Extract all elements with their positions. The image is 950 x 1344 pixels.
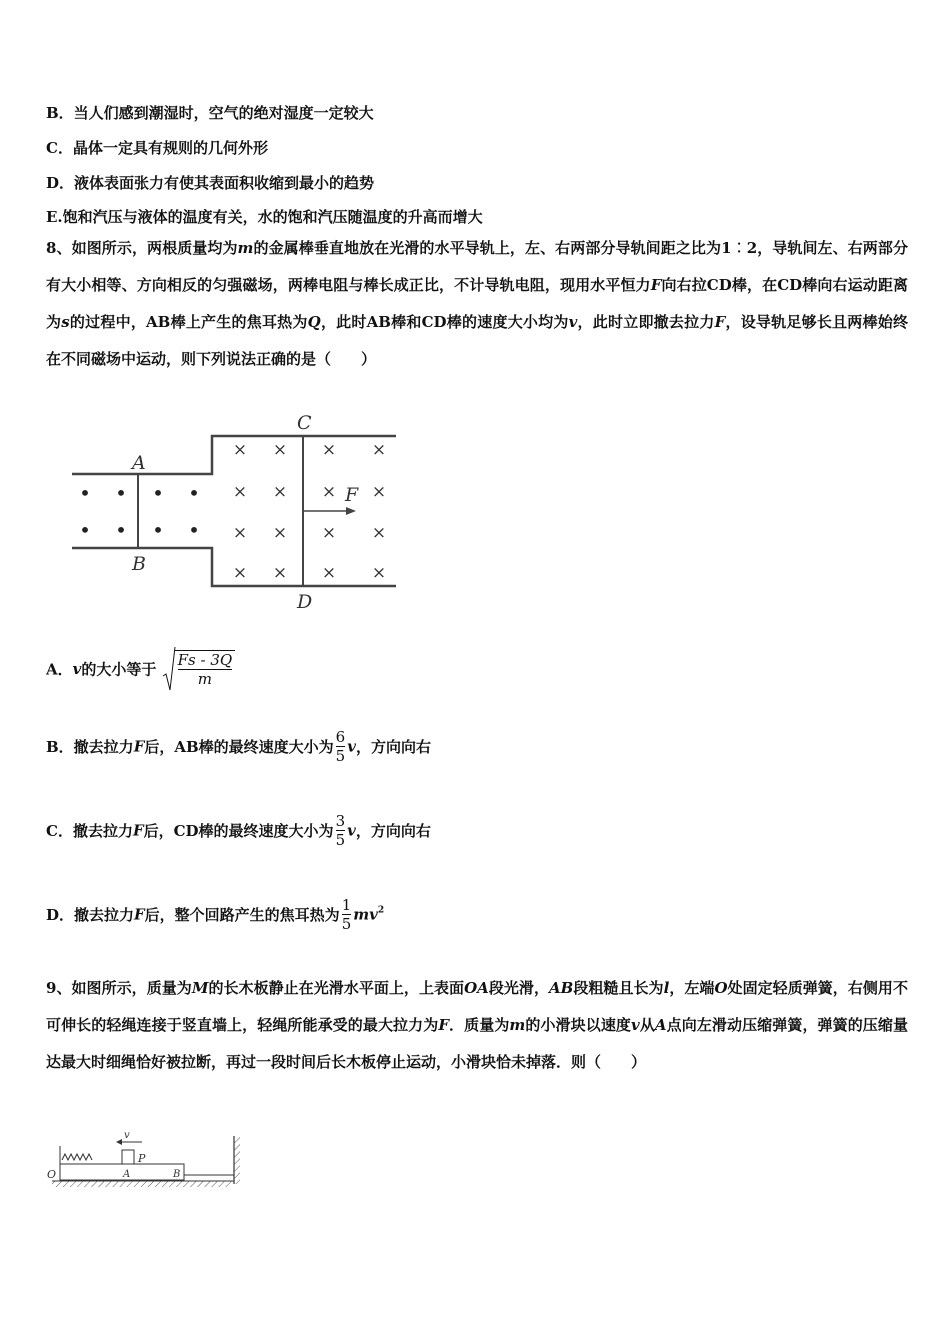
dot: • bbox=[152, 518, 164, 542]
dot: • bbox=[79, 518, 91, 542]
radical-sign-icon bbox=[162, 646, 176, 692]
cross: × bbox=[321, 523, 337, 543]
force-arrowhead bbox=[346, 507, 356, 515]
velocity-arrowhead bbox=[116, 1139, 122, 1145]
cross: × bbox=[232, 482, 248, 502]
label-o: O bbox=[47, 1168, 57, 1181]
label-f: F bbox=[345, 484, 359, 506]
dot: • bbox=[188, 481, 200, 505]
sqrt-expression: $\frac{Fs - 3Q}{m}$ bbox=[162, 646, 238, 692]
cross: × bbox=[371, 482, 387, 502]
cross: × bbox=[272, 563, 288, 583]
label-c: C bbox=[297, 412, 312, 434]
dot: • bbox=[115, 481, 127, 505]
cross: × bbox=[321, 482, 337, 502]
q8-option-a: A．v的大小等于 $\frac{Fs - 3Q}{m}$ bbox=[46, 646, 237, 692]
cross: × bbox=[232, 523, 248, 543]
cross: × bbox=[371, 563, 387, 583]
q8-option-b: B．撤去拉力F后，AB棒的最终速度大小为 $\frac{6}{5}$ v，方向向右 bbox=[46, 728, 431, 765]
q8-rail-figure bbox=[66, 408, 406, 618]
dot: • bbox=[152, 481, 164, 505]
cross: × bbox=[232, 563, 248, 583]
label-v: v bbox=[124, 1130, 130, 1141]
dot: • bbox=[188, 518, 200, 542]
cross: × bbox=[321, 563, 337, 583]
q7-option-c: C．晶体一定具有规则的几何外形 bbox=[46, 139, 268, 157]
cross: × bbox=[272, 523, 288, 543]
cross: × bbox=[272, 440, 288, 460]
cross: × bbox=[272, 482, 288, 502]
dot: • bbox=[115, 518, 127, 542]
cross: × bbox=[371, 523, 387, 543]
q7-option-d: D．液体表面张力有使其表面积收缩到最小的趋势 bbox=[46, 174, 375, 192]
label-d: D bbox=[297, 591, 313, 613]
q9-stem: 9、如图所示，质量为M的长木板静止在光滑水平面上，上表面OA段光滑，AB段粗糙且长为l，左端O处固定轻质弹簧，右侧用不可伸长的轻绳连接于竖直墙上，轻绳所能承受的最大拉力为F．质量为m的小滑块以速度v从A点向左滑动压缩弹簧，弹簧的压缩量达最大时细绳恰好被拉断，再过一段时间后长木板停止运动，小滑块恰未掉落．则（ ） bbox=[46, 979, 908, 1071]
q7-option-e: E.饱和汽压与液体的温度有关，水的饱和汽压随温度的升高而增大 bbox=[46, 208, 483, 226]
fraction: $\frac{1}{5}$ bbox=[341, 896, 352, 933]
q8-option-d: D．撤去拉力F后，整个回路产生的焦耳热为 $\frac{1}{5}$ $mv^2$ bbox=[46, 896, 385, 933]
q7-option-b: B．当人们感到潮湿时，空气的绝对湿度一定较大 bbox=[46, 104, 374, 122]
block-p bbox=[122, 1150, 134, 1164]
label-a: A bbox=[132, 452, 146, 474]
fraction: $\frac{6}{5}$ bbox=[335, 728, 346, 765]
q8-option-c: C．撤去拉力F后，CD棒的最终速度大小为 $\frac{3}{5}$ v，方向向右 bbox=[46, 812, 431, 849]
wall-hatch bbox=[234, 1136, 240, 1184]
label-b: B bbox=[132, 553, 146, 575]
fraction: $\frac{3}{5}$ bbox=[335, 812, 346, 849]
cross: × bbox=[371, 440, 387, 460]
q8-stem: 8、如图所示，两根质量均为m的金属棒垂直地放在光滑的水平导轨上，左、右两部分导轨间距之比为1︰2，导轨间左、右两部分有大小相等、方向相反的匀强磁场，两棒电阻与棒长成正比，不计导轨电阻，现用水平恒力F向右拉CD棒，在CD棒向右运动距离为s的过程中，AB棒上产生的焦耳热为Q，此时AB棒和CD棒的速度大小均为v，此时立即撤去拉力F，设导轨足够长且两棒始终在不同磁场中运动，则下列说法正确的是（ ） bbox=[46, 239, 908, 368]
field-dots bbox=[79, 481, 200, 542]
cross: × bbox=[321, 440, 337, 460]
ground-hatch bbox=[52, 1181, 232, 1187]
board bbox=[60, 1164, 184, 1180]
label-b: B bbox=[173, 1169, 181, 1180]
label-p: P bbox=[138, 1152, 146, 1165]
spring-icon bbox=[62, 1154, 92, 1160]
label-a: A bbox=[123, 1169, 131, 1180]
q9-board-figure bbox=[44, 1128, 244, 1194]
dot: • bbox=[79, 481, 91, 505]
cross: × bbox=[232, 440, 248, 460]
